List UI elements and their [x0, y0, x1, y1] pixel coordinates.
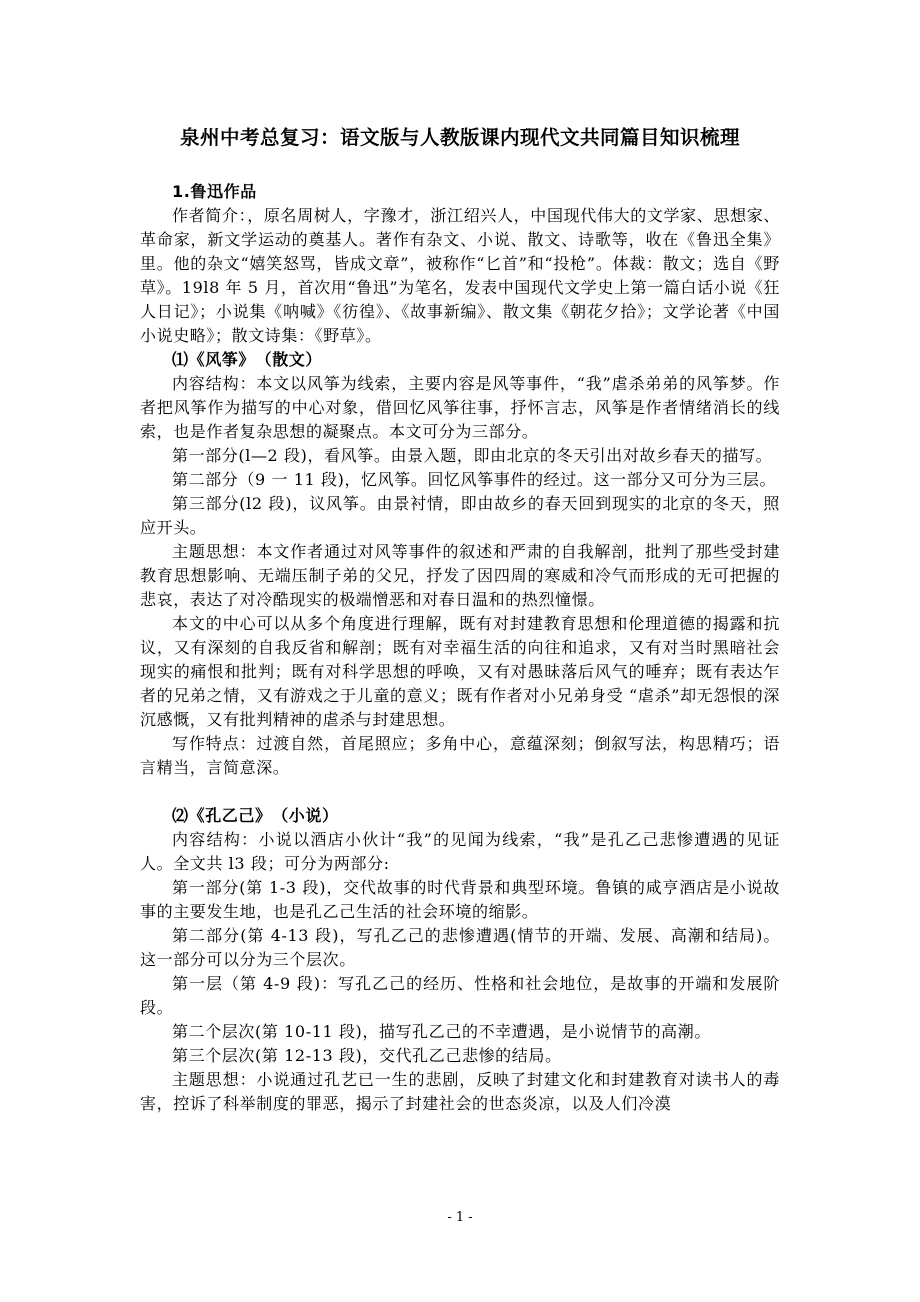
- kongyiji-heading: ⑵《孔乙己》 （小说）: [172, 806, 339, 825]
- kongyiji-paragraph: 主题思想：小说通过孔艺已一生的悲剧，反映了封建文化和封建教育对读书人的毒害，控诉了科举制度的罪恶，揭示了封建社会的世态炎凉，以及人们冷漠: [140, 1070, 780, 1113]
- kite-paragraph: 第二部分（9 一 11 段)，忆风筝。回忆风筝事件的经过。这一部分又可分为三层。: [172, 470, 777, 489]
- author-intro-paragraph: 作者简介：，原名周树人，字豫才，浙江绍兴人，中国现代伟大的文学家、思想家、革命家，新文学运动的奠基人。著作有杂文、小说、散文、诗歌等，收在《鲁迅全集》里。他的杂文“嬉笑怒骂，皆成文章”，被称作“匕首”和“投枪”。体裁：散文；选自《野草》。19l8 年 5 月，首次用“鲁迅”为笔名，发表中国现代文学史上第一篇白话小说《狂人日记》；小说集《呐喊》《彷徨》、《故事新编》、散文集《朝花夕拾》；文学论著《中国小说史略》；散文诗集：《野草》。: [140, 206, 780, 345]
- kite-paragraph: 写作特点：过渡自然，首尾照应；多角中心，意蕴深刻；倒叙写法，构思精巧；语言精当，言简意深。: [140, 734, 780, 777]
- kite-heading: ⑴《风筝》 （散文）: [172, 350, 323, 369]
- kongyiji-paragraph: 第一部分(第 1-3 段)，交代故事的时代背景和典型环境。鲁镇的咸亨酒店是小说故事的主要发生地，也是孔乙己生活的社会环境的缩影。: [140, 878, 780, 921]
- kite-paragraph: 主题思想：本文作者通过对风等事件的叙述和严肃的自我解剖，批判了那些受封建教育思想影响、无端压制子弟的父兄，抒发了因四周的寒威和冷气而形成的无可把握的悲哀，表达了对冷酷现实的极端憎恶和对春日温和的热烈憧憬。: [140, 542, 780, 609]
- page-title: 泉州中考总复习：语文版与人教版课内现代文共同篇目知识梳理: [179, 126, 740, 149]
- document-body: [140, 180, 780, 1116]
- kite-paragraph: 本文的中心可以从多个角度进行理解，既有对封建教育思想和伦理道德的揭露和抗议，又有深刻的自我反省和解剖；既有对幸福生活的向往和追求，又有对当时黑暗社会现实的痛恨和批判；既有对科学思想的呼唤，又有对愚昧落后风气的唾弃；既有表达乍者的兄弟之情，又有游戏之于儿童的意义；既有作者对小兄弟身受 “虐杀”却无怨恨的深沉感慨，又有批判精神的虐杀与封建思想。: [140, 614, 780, 729]
- section-heading: 1.鲁迅作品: [172, 182, 257, 201]
- kongyiji-paragraph: 第二个层次(第 10-11 段)，描写孔乙己的不幸遭遇，是小说情节的高潮。: [172, 1022, 711, 1041]
- kongyiji-paragraph: 第一层（第 4-9 段)：写孔乙己的经历、性格和社会地位，是故事的开端和发展阶段。: [140, 974, 780, 1017]
- kite-paragraph: 第一部分(l—2 段)，看风筝。由景入题，即由北京的冬天引出对故乡春天的描写。: [172, 446, 773, 465]
- kongyiji-paragraph: 内容结构：小说以酒店小伙计“我”的见闻为线索，“我”是孔乙己悲惨遭遇的见证人。全文共 l3 段；可分为两部分:: [140, 830, 780, 873]
- kite-paragraph: 第三部分(l2 段)，议风筝。由景衬情，即由故乡的春天回到现实的北京的冬天，照应开头。: [140, 494, 780, 537]
- kongyiji-paragraph: 第三个层次(第 12-13 段)，交代孔乙己悲惨的结局。: [172, 1046, 562, 1065]
- page-number: - 1 -: [447, 1210, 473, 1225]
- kite-paragraph: 内容结构：本文以风筝为线索，主要内容是风等事件，“我”虐杀弟弟的风筝梦。作者把风筝作为描写的中心对象，借回忆风筝往事，抒怀言志，风筝是作者情绪消长的线索，也是作者复杂思想的凝聚点。本文可分为三部分。: [140, 374, 780, 441]
- kongyiji-paragraph: 第二部分(第 4-13 段)，写孔乙己的悲惨遭遇(情节的开端、发展、高潮和结局)。这一部分可以分为三个层次。: [140, 926, 780, 969]
